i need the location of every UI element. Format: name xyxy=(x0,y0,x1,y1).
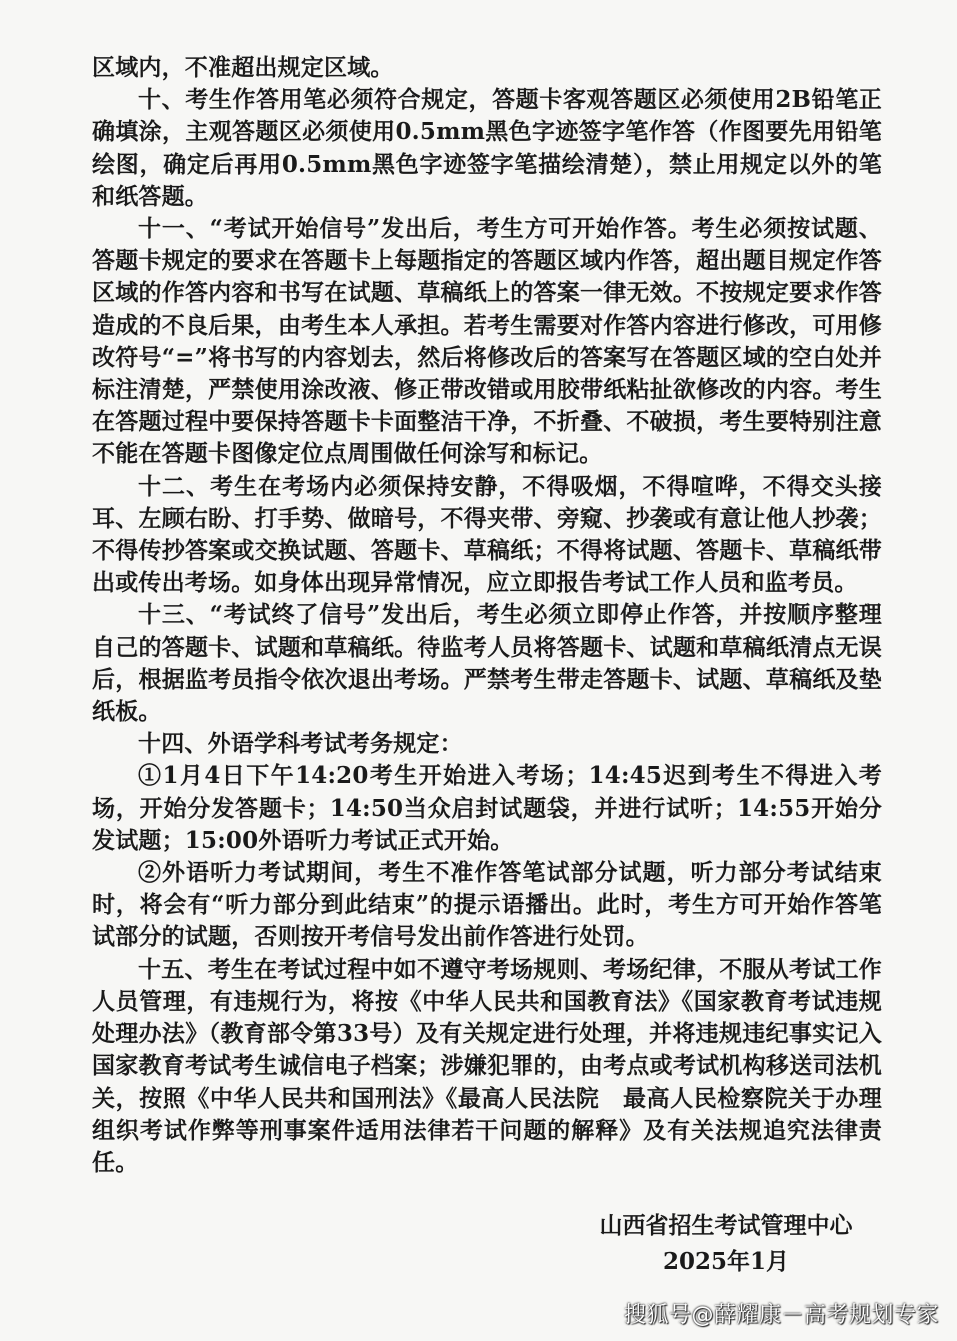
signature-block xyxy=(596,1208,856,1280)
document-body xyxy=(92,52,882,1179)
paragraph-rule-13: 十三、“考试终了信号”发出后，考生必须立即停止作答，并按顺序整理自己的答题卡、试题和草稿纸。待监考人员将答题卡、试题和草稿纸清点无误后，根据监考员指令依次退出考场。严禁考生带走答题卡、试题、草稿纸及垫纸板。 xyxy=(92,601,882,726)
paragraph-rule-12: 十二、考生在考场内必须保持安静，不得吸烟，不得喧哗，不得交头接耳、左顾右盼、打手势、做暗号，不得夹带、旁窥、抄袭或有意让他人抄袭；不得传抄答案或交换试题、答题卡、草稿纸；不得将试题、答题卡、草稿纸带出或传出考场。如身体出现异常情况，应立即报告考试工作人员和监考员。 xyxy=(92,472,882,597)
watermark-text: 搜狐号@薛耀康－高考规划专家 xyxy=(623,1303,939,1328)
paragraph-rule-10: 十、考生作答用笔必须符合规定，答题卡客观答题区必须使用2B铅笔正确填涂，主观答题区必须使用0.5mm黑色字迹签字笔作答（作图要先用铅笔绘图，确定后再用0.5mm黑色字迹签字笔描绘清楚），禁止用规定以外的笔和纸答题。 xyxy=(92,86,882,210)
paragraph-rule-14-item-1: ①1月4日下午14:20考生开始进入考场；14:45迟到考生不得进入考场，开始分发答题卡；14:50当众启封试题袋，并进行试听；14:55开始分发试题；15:00外语听力考试正式开始。 xyxy=(92,762,882,854)
signature-organization: 山西省招生考试管理中心 xyxy=(599,1212,853,1239)
paragraph-rule-11: 十一、“考试开始信号”发出后，考生方可开始作答。考生必须按试题、答题卡规定的要求在答题卡上每题指定的答题区域内作答，超出题目规定作答区域的作答内容和书写在试题、草稿纸上的答案一律无效。不按规定要求作答造成的不良后果，由考生本人承担。若考生需要对作答内容进行修改，可用修改符号“=”将书写的内容划去，然后将修改后的答案写在答题区域的空白处并标注清楚，严禁使用涂改液、修正带改错或用胶带纸粘扯欲修改的内容。考生在答题过程中要保持答题卡卡面整洁干净，不折叠、不破损，考生要特别注意不能在答题卡图像定位点周围做任何涂写和标记。 xyxy=(92,215,882,468)
paragraph-rule-14-heading: 十四、外语学科考试考务规定： xyxy=(138,730,463,758)
paragraph-rule-14-item-2: ②外语听力考试期间，考生不准作答笔试部分试题，听力部分考试结束时，将会有“听力部分到此结束”的提示语播出。此时，考生方可开始作答笔试部分的试题，否则按开考信号发出前作答进行处罚。 xyxy=(92,859,882,951)
signature-date: 2025年1月 xyxy=(662,1248,790,1275)
paragraph-continuation: 区域内，不准超出规定区域。 xyxy=(92,54,394,81)
paragraph-rule-15: 十五、考生在考试过程中如不遵守考场规则、考场纪律，不服从考试工作人员管理，有违规行为，将按《中华人民共和国教育法》《国家教育考试违规处理办法》（教育部令第33号）及有关规定进行处理，并将违规违纪事实记入国家教育考试考生诚信电子档案；涉嫌犯罪的，由考点或考试机构移送司法机关，按照《中华人民共和国刑法》《最高人民法院 最高人民检察院关于办理组织考试作弊等刑事案件适用法律若干问题的解释》及有关法规追究法律责任。 xyxy=(92,955,882,1176)
